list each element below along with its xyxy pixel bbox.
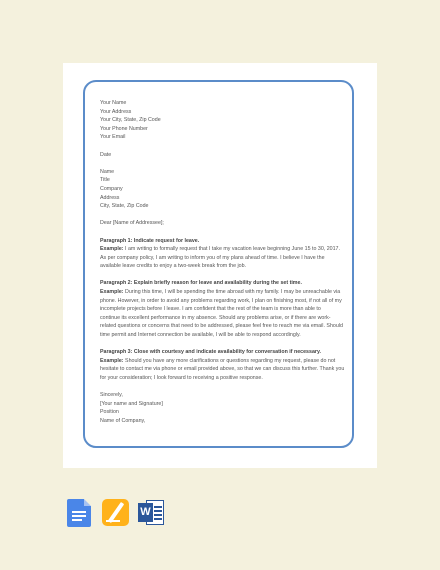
paragraph-3-line (100, 357, 347, 366)
sender-name: Your Name (100, 100, 127, 106)
letter-date: Date (100, 151, 112, 158)
paragraph-1-heading: Paragraph 1: Indicate request for leave. (100, 237, 200, 244)
sender-email: Your Email (100, 134, 126, 141)
paragraph-1-text: I am writing to formally request that I take my vacation leave beginning June 15 to 30, 2017. (123, 246, 340, 253)
paragraph-2-heading: Paragraph 2: Explain briefly reason for leave and availability during the set time. (100, 280, 302, 287)
recipient-title: Title (100, 177, 110, 184)
paragraph-3-line: hesitate to contact me via phone or email provided above, so that we can discuss this further. Thank you (100, 366, 345, 373)
recipient-city: City, State, Zip Code (100, 203, 149, 210)
paragraph-2-line (100, 288, 347, 297)
closing-signature: [Your name and Signature] (100, 400, 163, 407)
paragraph-2-line: phone. However, in order to avoid any problems regarding work, I plan on finishing most, if not all of my (100, 297, 342, 304)
apple-pages-icon[interactable] (102, 499, 129, 526)
paragraph-2-text: During this time, I will be spending the time abroad with my family. I may be unreachable via (123, 289, 341, 296)
example-label: Example: (100, 357, 124, 364)
closing-position: Position (100, 409, 119, 416)
sender-city: Your City, State, Zip Code (100, 117, 161, 124)
word-letter: W (138, 503, 153, 522)
recipient-name: Name (100, 168, 115, 175)
recipient-address: Address (100, 194, 120, 201)
paragraph-2-line: related questions or concerns that need to be addressed, please feel free to reach me via email. Should (100, 323, 343, 330)
paragraph-3-heading: Paragraph 3: Close with courtesy and indicate availability for conversation if necessary. (100, 349, 321, 356)
paragraph-3-text: Should you have any more clarifications or questions regarding my request, please do not (123, 357, 336, 364)
paragraph-2-line: time permit and Internet connection be available, I will be able to respond accordingly. (100, 332, 301, 339)
example-label: Example: (100, 289, 124, 296)
closing-sincerely: Sincerely, (100, 392, 123, 399)
sender-address: Your Address (100, 108, 132, 115)
paragraph-1-line: As per company policy, I am writing to inform you of my plans ahead of time. I believe I have the (100, 254, 325, 261)
google-docs-icon[interactable] (67, 499, 91, 527)
paragraph-2-line: incomplete projects before I leave. I am confident that the rest of the team is more than able to (100, 306, 321, 313)
letter-body (100, 99, 347, 426)
example-label: Example: (100, 246, 124, 253)
recipient-company: Company (100, 185, 123, 192)
template-preview-sheet (63, 63, 377, 468)
paragraph-3-line: for your consideration; I look forward to receiving a positive response. (100, 375, 263, 381)
paragraph-2-line: continue its excellent performance in my absence. Should any problems arise, or if there are work- (100, 314, 331, 321)
salutation: Dear [Name of Addressee]; (100, 220, 164, 227)
microsoft-word-icon[interactable] (138, 499, 164, 526)
paragraph-1-line: available leave credits to enjoy a two-week break from the job. (100, 263, 247, 270)
closing-company: Name of Company, (100, 417, 146, 424)
paragraph-1-line (100, 245, 347, 254)
sender-phone: Your Phone Number (100, 125, 148, 132)
